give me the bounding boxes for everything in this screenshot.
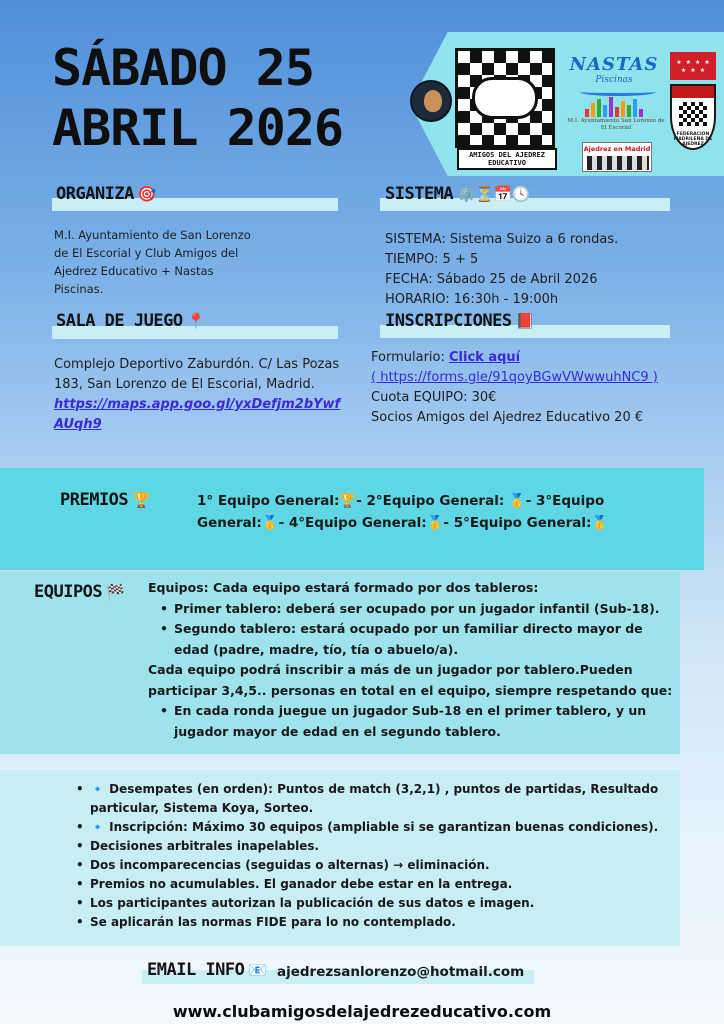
diamond-icon: 🔹 (90, 782, 110, 796)
book-icon: 📕 (515, 312, 534, 330)
handshake-icon (472, 77, 538, 119)
inscripciones-details (371, 348, 691, 428)
title-line-date: SÁBADO 25 (52, 39, 314, 97)
email-address[interactable]: ajedrezsanlorenzo@hotmail.com (277, 964, 525, 980)
shield-crown-band (672, 86, 714, 98)
cuota-line: Cuota EQUIPO: 30€ (371, 390, 497, 405)
sistema-heading-text: SISTEMA (385, 184, 454, 204)
target-icon: 🎯 (137, 185, 157, 203)
equipos-board-list (148, 599, 678, 661)
maps-link[interactable]: https://maps.app.goo.gl/yxDefjm2bYwfAUqh9 (54, 397, 341, 432)
chess-board-icon (587, 156, 649, 170)
nastas-logo-text: NASTAS (569, 54, 659, 75)
click-aqui-link[interactable]: Click aquí (449, 350, 521, 365)
tiempo-line: TIEMPO: 5 + 5 (385, 252, 479, 267)
organiza-text: M.I. Ayuntamiento de San Lorenzo de El Escorial y Club Amigos del Ajedrez Educativo + Nastas Piscinas. (54, 228, 251, 296)
socios-line: Socios Amigos del Ajedrez Educativo 20 € (371, 410, 644, 425)
equipos-heading-text: EQUIPOS (34, 582, 103, 602)
ajedrez-madrid-text: Ajedrez en Madrid (583, 145, 651, 153)
organiza-heading-text: ORGANIZA (56, 184, 134, 204)
list-item: • Primer tablero: deberá ser ocupado por un jugador infantil (Sub-18). (160, 599, 678, 620)
formulario-line (371, 348, 691, 368)
chess-club-caption: AMIGOS DEL AJEDREZ EDUCATIVO (457, 148, 557, 170)
shield-chess-board-icon (679, 102, 707, 126)
formulario-label: Formulario: (371, 350, 449, 365)
list-item: • Se aplicarán las normas FIDE para lo no contemplado. (76, 913, 676, 932)
sistema-line: SISTEMA: Sistema Suizo a 6 rondas. (385, 232, 619, 247)
trophy-icon: 🏆 (132, 491, 151, 509)
equipos-heading (34, 582, 124, 602)
premios-text: 1° Equipo General:🏆- 2°Equipo General: 🥇- 3°Equipo General:🥇- 4°Equipo General:🥇- 5°Equipo General:🥇 (197, 493, 609, 531)
list-item: • 🔹 Desempates (en orden): Puntos de match (3,2,1) , puntos de partidas, Resultado particular, Sistema Koya, Sorteo. (76, 780, 676, 818)
rules-list (76, 780, 676, 932)
inscripciones-heading-text: INSCRIPCIONES (385, 311, 512, 331)
form-url-link[interactable]: ( https://forms.gle/91qoyBGwVWwwuhNC9 ) (371, 370, 658, 385)
sala-heading (56, 311, 205, 331)
madrid-flag-icon: ★ ★ ★ ★ ★ ★ ★ (670, 52, 716, 80)
avatar-logo (410, 80, 452, 122)
piscinas-logo-text: Piscinas (595, 75, 633, 85)
list-item: • En cada ronda juegue un jugador Sub-18 en el primer tablero, y un jugador mayor de edad en el segundo tablero. (160, 701, 678, 742)
chess-club-logo (455, 48, 555, 148)
email-heading (147, 960, 267, 980)
pin-icon: 📍 (186, 312, 205, 330)
gear-hourglass-calendar-clock-icon: ⚙️⏳📅🕓 (457, 185, 530, 203)
fecha-line: FECHA: Sábado 25 de Abril 2026 (385, 272, 598, 287)
premios-heading (60, 490, 150, 510)
list-item: • Premios no acumulables. El ganador debe estar en la entrega. (76, 875, 676, 894)
town-hall-logo-text: M.I. Ayuntamiento San Lorenzo de El Escorial (567, 118, 665, 131)
inscripciones-heading (385, 311, 534, 331)
wave-icon (580, 88, 656, 96)
sala-address: Complejo Deportivo Zaburdón. C/ Las Pozas 183, San Lorenzo de El Escorial, Madrid. (54, 357, 340, 392)
list-item: • Dos incomparecencias (seguidas o alternas) → eliminación. (76, 856, 676, 875)
ajedrez-madrid-logo (582, 142, 652, 172)
envelope-icon: 📧 (248, 961, 267, 979)
premios-heading-text: PREMIOS (60, 490, 129, 510)
sala-heading-text: SALA DE JUEGO (56, 311, 183, 331)
horario-line: HORARIO: 16:30h - 19:00h (385, 292, 559, 307)
federation-logo-text: FEDERACION MADRILEÑA DE AJEDREZ (673, 132, 713, 147)
list-item: • Segundo tablero: estará ocupado por un familiar directo mayor de edad (padre, madre, tío, tía o abuelo/a). (160, 619, 678, 660)
list-item: • Los participantes autorizan la publicación de sus datos e imagen. (76, 894, 676, 913)
page-title (52, 38, 382, 158)
sistema-heading (385, 184, 530, 204)
list-item: • 🔹 Inscripción: Máximo 30 equipos (ampliable si se garantizan buenas condiciones). (76, 818, 676, 837)
checkered-flag-icon: 🏁 (106, 583, 125, 601)
equipos-paragraph: Cada equipo podrá inscribir a más de un jugador por tablero.Pueden participar 3,4,5.. personas en total en el equipo, siempre respetando que: (148, 662, 673, 698)
sala-text-block (54, 355, 344, 435)
organiza-heading (56, 184, 156, 204)
town-hall-logo-bars (585, 97, 645, 117)
equipos-round-list (148, 701, 678, 742)
diamond-icon: 🔹 (90, 820, 110, 834)
list-item: • Decisiones arbitrales inapelables. (76, 837, 676, 856)
website-footer[interactable]: www.clubamigosdelajedrezeducativo.com (172, 1002, 552, 1021)
email-heading-text: EMAIL INFO (147, 960, 245, 980)
title-line-month: ABRIL 2026 (52, 99, 344, 157)
sistema-details (385, 230, 685, 310)
equipos-text (148, 578, 678, 742)
equipos-intro: Equipos: Cada equipo estará formado por dos tableros: (148, 580, 539, 595)
